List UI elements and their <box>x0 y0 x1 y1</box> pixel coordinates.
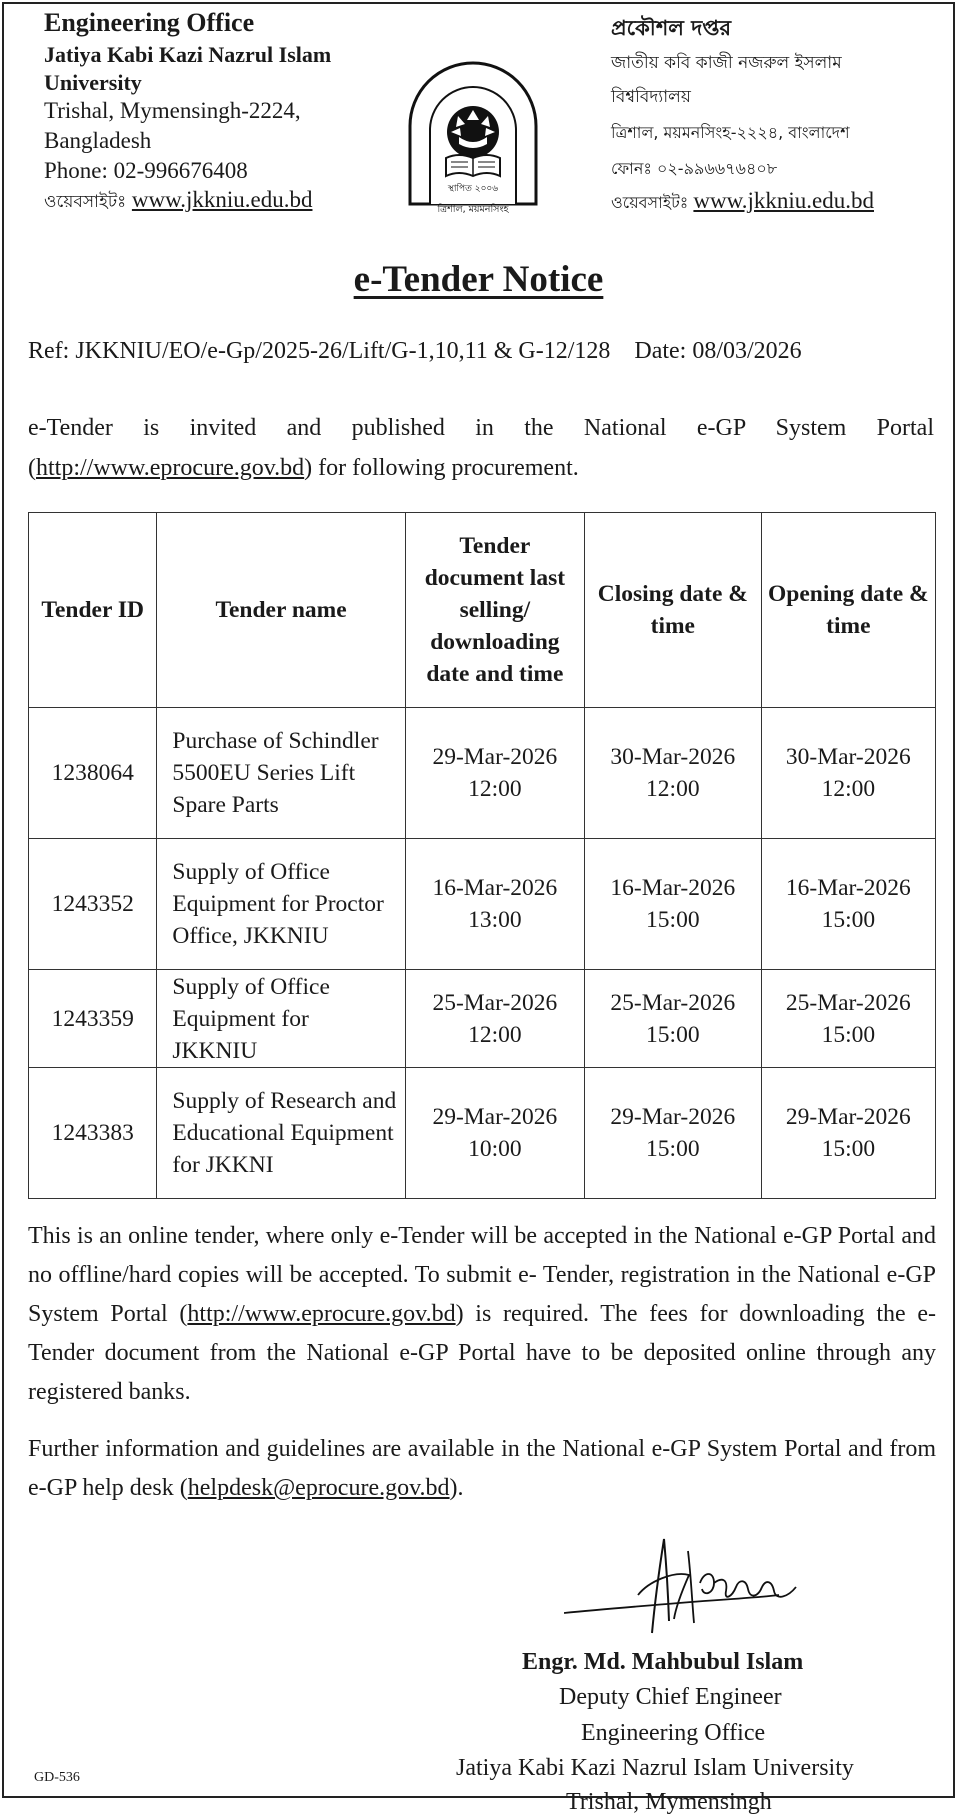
header-opening-date: Opening date & time <box>761 513 935 708</box>
notice-title: e-Tender Notice <box>353 259 604 300</box>
opening-date: 16-Mar-2026 <box>785 875 911 901</box>
phone-bn: ফোনঃ ০২-৯৯৬৬৭৬৪০৮ <box>611 159 778 178</box>
phone-en: Phone: 02-996676408 <box>44 158 248 183</box>
further-info-paragraph <box>28 1430 936 1508</box>
table-row <box>29 1068 936 1199</box>
handwritten-signature <box>564 1531 824 1641</box>
website-link-en[interactable]: www.jkkniu.edu.bd <box>131 187 313 212</box>
selling-date: 29-Mar-2026 <box>432 1104 558 1130</box>
para1-text: This is an online tender, where only e-Tender will be accepted in the National e-GP Portal and no offline/hard copies will be accepted. To submit e- Tender, registration in the National e-GP System Portal ( <box>28 1223 936 1327</box>
opening-datetime <box>761 839 935 970</box>
opening-datetime <box>761 1068 935 1199</box>
eprocure-link[interactable]: http://www.eprocure.gov.bd <box>187 1301 456 1327</box>
signatory-name: Engr. Md. Mahbubul Islam <box>522 1649 804 1675</box>
website-link-bn[interactable]: www.jkkniu.edu.bd <box>693 188 874 213</box>
opening-datetime <box>761 708 935 839</box>
table-header-row <box>29 513 936 708</box>
opening-datetime <box>761 970 935 1068</box>
notice-date: Date: 08/03/2026 <box>634 338 802 364</box>
tender-table <box>28 512 936 1199</box>
closing-time: 15:00 <box>646 907 700 933</box>
tender-name: Supply of Research and Educational Equipment for JKKNI <box>157 1068 405 1199</box>
website-bn <box>611 188 874 217</box>
closing-time: 15:00 <box>646 1021 700 1048</box>
opening-time: 15:00 <box>821 1136 876 1162</box>
reference-line <box>28 338 802 365</box>
opening-date: 29-Mar-2026 <box>785 1104 911 1130</box>
closing-date: 29-Mar-2026 <box>610 1104 736 1130</box>
reference-number: Ref: JKKNIU/EO/e-Gp/2025-26/Lift/G-1,10,11 & G-12/128 <box>28 338 611 364</box>
university-name-bn-line1: জাতীয় কবি কাজী নজরুল ইসলাম <box>611 53 842 73</box>
selling-date: 29-Mar-2026 <box>432 744 558 770</box>
tender-id: 1243352 <box>29 839 157 970</box>
closing-time: 15:00 <box>646 1136 700 1162</box>
signatory-office: Engineering Office <box>581 1720 766 1746</box>
closing-datetime <box>584 1068 761 1199</box>
selling-time: 10:00 <box>468 1136 522 1162</box>
header-tender-id: Tender ID <box>29 513 157 708</box>
header-closing-date: Closing date & time <box>584 513 761 708</box>
selling-date: 25-Mar-2026 <box>432 989 558 1016</box>
closing-time: 12:00 <box>646 776 700 802</box>
closing-date: 16-Mar-2026 <box>610 875 736 901</box>
selling-datetime <box>405 1068 584 1199</box>
logo-established: স্থাপিত ২০০৬ <box>447 184 499 194</box>
selling-datetime <box>405 839 584 970</box>
closing-datetime <box>584 708 761 839</box>
selling-time: 12:00 <box>468 1021 522 1048</box>
opening-date: 30-Mar-2026 <box>785 744 911 770</box>
header-selling-date: Tender document last selling/ downloading date and time <box>405 513 584 708</box>
helpdesk-email-link[interactable]: helpdesk@eprocure.gov.bd <box>187 1475 450 1501</box>
website-label: ওয়েবসাইটঃ <box>44 192 127 212</box>
address-bn: ত্রিশাল, ময়মনসিংহ-২২২৪, বাংলাদেশ <box>611 123 850 142</box>
selling-time: 13:00 <box>468 907 522 933</box>
tender-id: 1238064 <box>29 708 157 839</box>
online-tender-paragraph <box>28 1217 936 1412</box>
closing-datetime <box>584 839 761 970</box>
tender-id: 1243383 <box>29 1068 157 1199</box>
office-name-bn: প্রকৌশল দপ্তর <box>611 16 732 40</box>
eprocure-link[interactable]: http://www.eprocure.gov.bd <box>36 455 305 481</box>
signatory-location: Trishal, Mymensingh <box>566 1789 772 1815</box>
closing-datetime <box>584 970 761 1068</box>
website-label-bn: ওয়েবসাইটঃ <box>611 193 689 212</box>
office-name-en: Engineering Office <box>44 8 255 37</box>
notice-page <box>2 2 955 1815</box>
opening-time: 15:00 <box>821 907 876 933</box>
selling-datetime <box>405 970 584 1068</box>
address-en-line2: Bangladesh <box>44 128 152 153</box>
logo-location: ত্রিশাল, ময়মনসিংহ <box>437 204 509 214</box>
address-en-line1: Trishal, Mymensingh-2224, <box>44 98 301 123</box>
opening-time: 15:00 <box>821 1021 876 1048</box>
table-row <box>29 839 936 970</box>
para2-text: Further information and guidelines are available in the National e-GP System Portal and from e-GP help desk ( <box>28 1436 936 1501</box>
para2-end: ). <box>449 1475 464 1501</box>
signatory-designation: Deputy Chief Engineer <box>559 1684 782 1710</box>
selling-datetime <box>405 708 584 839</box>
university-name-bn-line2: বিশ্ববিদ্যালয় <box>611 87 691 107</box>
university-name-en-line2: University <box>44 70 142 95</box>
intro-end: ) for following procurement. <box>304 455 579 481</box>
selling-date: 16-Mar-2026 <box>432 875 558 901</box>
closing-date: 25-Mar-2026 <box>610 989 736 1016</box>
table-row <box>29 970 936 1068</box>
intro-text: e-Tender is invited and published in the National e-GP System Portal ( <box>28 415 934 481</box>
table-row <box>29 708 936 839</box>
opening-time: 12:00 <box>821 776 876 802</box>
signatory-university: Jatiya Kabi Kazi Nazrul Islam University <box>456 1755 854 1781</box>
para1-end: ) is required. The fees for downloading the e-Tender document from the National e-GP Portal have to be deposited online through any registered banks. <box>28 1301 936 1405</box>
header-tender-name: Tender name <box>157 513 405 708</box>
tender-name: Supply of Office Equipment for JKKNIU <box>157 970 405 1068</box>
university-logo <box>396 54 550 214</box>
tender-name: Purchase of Schindler 5500EU Series Lift Spare Parts <box>157 708 405 839</box>
document-code: GD-536 <box>34 1770 80 1785</box>
website-en <box>44 187 312 217</box>
university-name-en-line1: Jatiya Kabi Kazi Nazrul Islam <box>44 42 332 67</box>
opening-date: 25-Mar-2026 <box>785 989 911 1016</box>
closing-date: 30-Mar-2026 <box>610 744 736 770</box>
tender-name: Supply of Office Equipment for Proctor Office, JKKNIU <box>157 839 405 970</box>
tender-id: 1243359 <box>29 970 157 1068</box>
selling-time: 12:00 <box>468 776 522 802</box>
intro-paragraph <box>28 408 934 488</box>
